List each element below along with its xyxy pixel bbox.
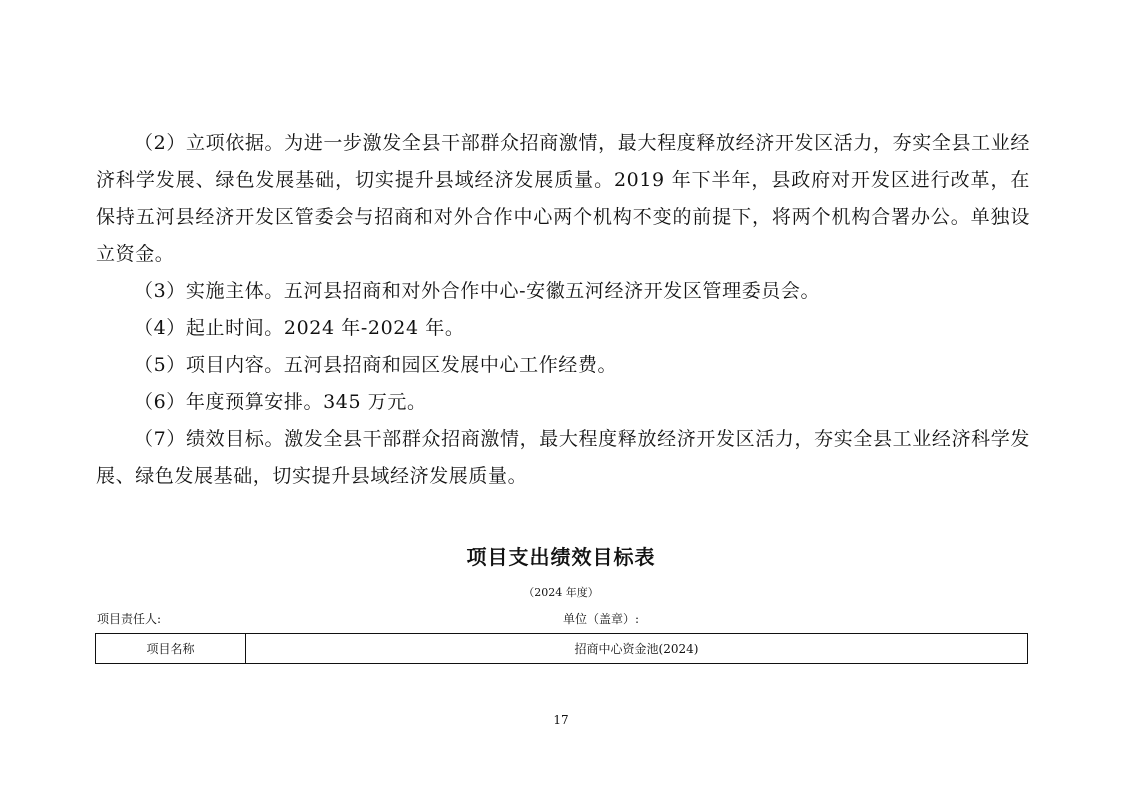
paragraph-budget: （6）年度预算安排。345 万元。 [134, 391, 427, 413]
paragraph-content: （5）项目内容。五河县招商和园区发展中心工作经费。 [134, 354, 618, 376]
paragraph-goal: （7）绩效目标。激发全县干部群众招商激情，最大程度释放经济开发区活力，夯实全县工业经济科学发展、绿色发展基础，切实提升县域经济发展质量。 [96, 428, 1030, 487]
paragraph-basis: （2）立项依据。为进一步激发全县干部群众招商激情，最大程度释放经济开发区活力，夯实全县工业经济科学发展、绿色发展基础，切实提升县域经济发展质量。2019 年下半年，县政府对开发区进行改革，在保持五河县经济开发区管委会与招商和对外合作中心两个机构不变的前提下，将两个机构合署办公。单独设立资金。 [96, 132, 1030, 265]
unit-seal-label: 单位（盖章）: [563, 612, 640, 626]
table-year-note: （2024 年度） [523, 586, 599, 599]
project-name-label-cell: 项目名称 [96, 634, 246, 663]
project-name-value-cell: 招商中心资金池(2024) [574, 642, 699, 656]
performance-target-table [95, 633, 1028, 664]
table-title: 项目支出绩效目标表 [466, 545, 656, 569]
paragraph-period: （4）起止时间。2024 年-2024 年。 [134, 317, 465, 339]
responsible-person-label: 项目责任人: [97, 612, 162, 626]
page-number: 17 [553, 713, 569, 727]
paragraph-implementer: （3）实施主体。五河县招商和对外合作中心-安徽五河经济开发区管理委员会。 [134, 280, 821, 302]
